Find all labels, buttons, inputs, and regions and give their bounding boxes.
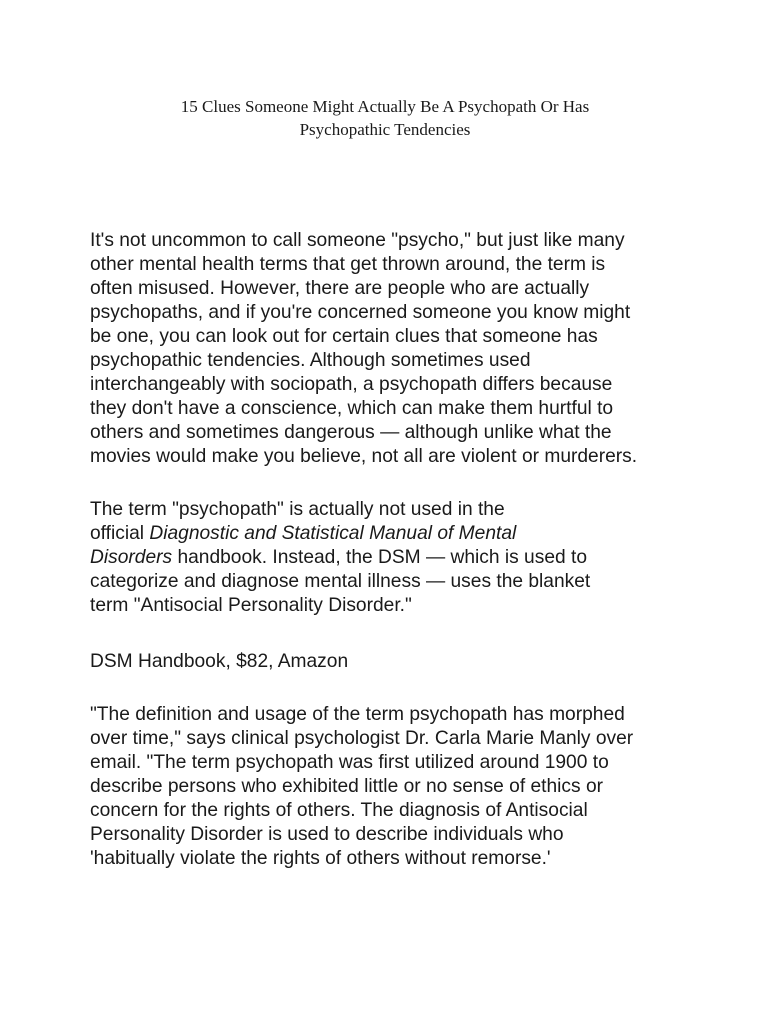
text-line: over time," says clinical psychologist Dr. Carla Marie Manly over: [90, 728, 634, 749]
text-line: others and sometimes dangerous — although unlike what the: [90, 422, 612, 443]
text-line: The term "psychopath" is actually not used in the: [90, 499, 505, 520]
text-line: often misused. However, there are people who are actually: [90, 278, 590, 299]
text-line: It's not uncommon to call someone "psycho," but just like many: [90, 230, 625, 251]
text-line: categorize and diagnose mental illness — uses the blanket: [90, 571, 591, 592]
text-line: interchangeably with sociopath, a psychopath differs because: [90, 374, 613, 395]
text-line: be one, you can look out for certain clues that someone has: [90, 326, 598, 347]
title-line: Psychopathic Tendencies: [299, 120, 471, 139]
text-line: term "Antisocial Personality Disorder.": [90, 595, 412, 616]
text-line: [90, 522, 516, 546]
document-title: [100, 95, 670, 141]
book-title-italic: Disorders: [90, 547, 173, 568]
book-title-italic: Diagnostic and Statistical Manual of Mental: [149, 523, 517, 544]
text-line: they don't have a conscience, which can make them hurtful to: [90, 398, 614, 419]
product-mention: DSM Handbook, $82, Amazon: [90, 651, 349, 672]
title-line: 15 Clues Someone Might Actually Be A Psychopath Or Has: [180, 97, 590, 116]
text-line: describe persons who exhibited little or no sense of ethics or: [90, 776, 604, 797]
text-line: other mental health terms that get thrown around, the term is: [90, 254, 606, 275]
text-line: email. "The term psychopath was first utilized around 1900 to: [90, 752, 609, 773]
text-line: "The definition and usage of the term psychopath has morphed: [90, 704, 625, 725]
text-line: [90, 546, 587, 570]
text-run: handbook. Instead, the DSM — which is used to: [172, 547, 588, 568]
text-line: psychopaths, and if you're concerned someone you know might: [90, 302, 631, 323]
text-line: movies would make you believe, not all are violent or murderers.: [90, 446, 638, 467]
text-line: psychopathic tendencies. Although sometimes used: [90, 350, 531, 371]
text-line: Personality Disorder is used to describe individuals who: [90, 824, 564, 845]
text-line: concern for the rights of others. The diagnosis of Antisocial: [90, 800, 588, 821]
text-run: official: [90, 523, 150, 544]
text-line: 'habitually violate the rights of others without remorse.': [90, 848, 551, 869]
